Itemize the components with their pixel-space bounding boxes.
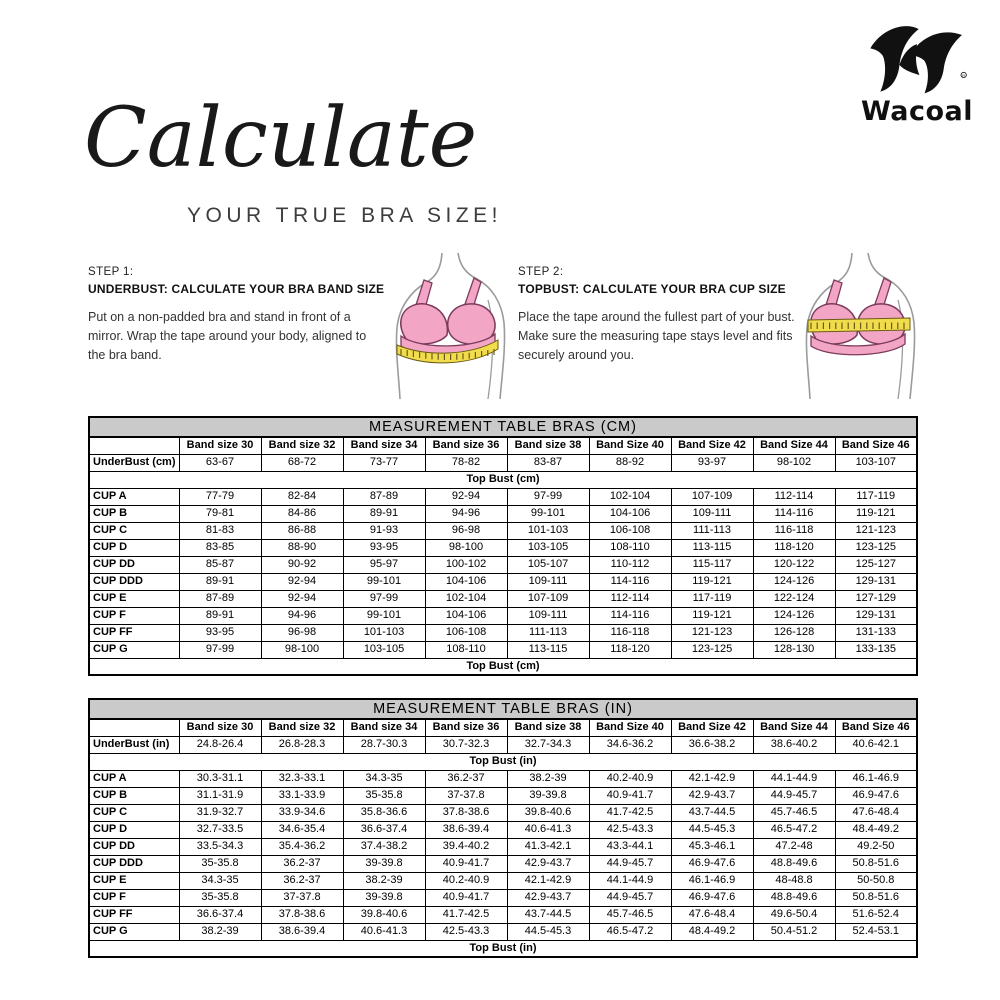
cup-value-cell: 40.9-41.7 [589,787,671,804]
band-size-header-cell: Band size 38 [507,437,589,454]
cup-value-cell: 103-105 [343,641,425,658]
cup-value-cell: 46.1-46.9 [671,872,753,889]
cup-value-cell: 86-88 [261,522,343,539]
cup-row [89,573,917,590]
cup-value-cell: 92-94 [261,590,343,607]
cup-value-cell: 131-133 [835,624,917,641]
band-size-header-cell: Band Size 40 [589,437,671,454]
cup-value-cell: 121-123 [671,624,753,641]
cup-value-cell: 107-109 [671,488,753,505]
band-size-header-cell: Band Size 44 [753,437,835,454]
cup-value-cell: 129-131 [835,607,917,624]
cup-value-cell: 37.8-38.6 [261,906,343,923]
cup-value-cell: 37.8-38.6 [425,804,507,821]
band-size-header-cell: Band Size 40 [589,719,671,736]
cup-value-cell: 114-116 [589,607,671,624]
cup-value-cell: 79-81 [179,505,261,522]
topbust-band-label: Top Bust (in) [89,753,917,770]
cup-value-cell: 32.7-33.5 [179,821,261,838]
cup-value-cell: 116-118 [753,522,835,539]
cup-value-cell: 99-101 [507,505,589,522]
cup-value-cell: 40.2-40.9 [589,770,671,787]
cup-value-cell: 43.7-44.5 [507,906,589,923]
band-size-header-row [89,719,917,736]
cup-value-cell: 38.6-39.4 [425,821,507,838]
cup-value-cell: 117-119 [671,590,753,607]
cup-value-cell: 98-100 [425,539,507,556]
band-size-header-cell: Band Size 44 [753,719,835,736]
cup-row [89,838,917,855]
cup-value-cell: 82-84 [261,488,343,505]
topbust-band-label: Top Bust (cm) [89,471,917,488]
cup-value-cell: 111-113 [671,522,753,539]
cup-value-cell: 114-116 [589,573,671,590]
cup-value-cell: 46.5-47.2 [753,821,835,838]
cup-row [89,770,917,787]
cup-value-cell: 106-108 [589,522,671,539]
cup-value-cell: 49.2-50 [835,838,917,855]
cup-value-cell: 122-124 [753,590,835,607]
cup-value-cell: 33.9-34.6 [261,804,343,821]
cup-value-cell: 50.8-51.6 [835,855,917,872]
cup-value-cell: 115-117 [671,556,753,573]
bra-topbust-measure-illustration [798,250,924,405]
bra-underbust-measure-illustration [388,250,514,405]
wacoal-logo [856,20,978,127]
cup-value-cell: 36.6-37.4 [343,821,425,838]
underbust-row [89,736,917,753]
cup-label-cell: CUP D [89,539,179,556]
underbust-value-cell: 40.6-42.1 [835,736,917,753]
cup-value-cell: 44.1-44.9 [589,872,671,889]
cup-value-cell: 52.4-53.1 [835,923,917,940]
step-1-block [88,266,393,364]
underbust-value-cell: 30.7-32.3 [425,736,507,753]
cup-value-cell: 101-103 [343,624,425,641]
cup-value-cell: 112-114 [589,590,671,607]
cup-value-cell: 129-131 [835,573,917,590]
cup-value-cell: 121-123 [835,522,917,539]
topbust-footer-label: Top Bust (in) [89,940,917,957]
cup-value-cell: 90-92 [261,556,343,573]
cup-label-cell: CUP B [89,505,179,522]
cup-value-cell: 109-111 [507,573,589,590]
cup-value-cell: 46.9-47.6 [671,889,753,906]
cup-value-cell: 103-105 [507,539,589,556]
cup-value-cell: 46.1-46.9 [835,770,917,787]
cup-value-cell: 85-87 [179,556,261,573]
cup-value-cell: 41.7-42.5 [425,906,507,923]
underbust-label-cell: UnderBust (in) [89,736,179,753]
step-2-label: STEP 2: [518,266,564,278]
cup-value-cell: 108-110 [425,641,507,658]
cup-row [89,821,917,838]
step-1-body: Put on a non-padded bra and stand in front of a mirror. Wrap the tape around your body, aligned to the bra band. [88,310,367,362]
cup-value-cell: 40.6-41.3 [343,923,425,940]
cup-value-cell: 119-121 [671,607,753,624]
cup-value-cell: 44.9-45.7 [589,889,671,906]
cup-label-cell: CUP DDD [89,855,179,872]
cup-value-cell: 36.2-37 [261,855,343,872]
cup-value-cell: 128-130 [753,641,835,658]
cup-value-cell: 118-120 [753,539,835,556]
cup-value-cell: 123-125 [671,641,753,658]
cup-value-cell: 112-114 [753,488,835,505]
cup-value-cell: 40.2-40.9 [425,872,507,889]
cup-value-cell: 87-89 [179,590,261,607]
cup-value-cell: 39.8-40.6 [343,906,425,923]
cup-value-cell: 94-96 [425,505,507,522]
step-1-title: UNDERBUST: CALCULATE YOUR BRA BAND SIZE [88,282,385,296]
cup-value-cell: 35-35.8 [179,889,261,906]
cup-value-cell: 99-101 [343,607,425,624]
cup-label-cell: CUP C [89,804,179,821]
cup-value-cell: 108-110 [589,539,671,556]
cup-value-cell: 48-48.8 [753,872,835,889]
cup-value-cell: 87-89 [343,488,425,505]
cup-value-cell: 99-101 [343,573,425,590]
cup-row [89,872,917,889]
svg-text:R: R [962,74,966,79]
cup-value-cell: 44.5-45.3 [671,821,753,838]
cup-value-cell: 123-125 [835,539,917,556]
cup-value-cell: 100-102 [425,556,507,573]
cup-value-cell: 97-99 [343,590,425,607]
underbust-value-cell: 24.8-26.4 [179,736,261,753]
underbust-row [89,454,917,471]
band-size-header-cell: Band size 36 [425,719,507,736]
cup-value-cell: 48.4-49.2 [835,821,917,838]
band-size-header-cell: Band size 30 [179,437,261,454]
cup-label-cell: CUP DDD [89,573,179,590]
cup-value-cell: 31.1-31.9 [179,787,261,804]
cup-value-cell: 98-100 [261,641,343,658]
cup-value-cell: 44.5-45.3 [507,923,589,940]
cup-value-cell: 124-126 [753,573,835,590]
cup-row [89,556,917,573]
cup-label-cell: CUP F [89,607,179,624]
underbust-value-cell: 73-77 [343,454,425,471]
cup-value-cell: 104-106 [425,607,507,624]
cup-value-cell: 36.6-37.4 [179,906,261,923]
topbust-footer-label: Top Bust (cm) [89,658,917,675]
cup-value-cell: 38.2-39 [343,872,425,889]
cup-value-cell: 109-111 [671,505,753,522]
cup-value-cell: 43.3-44.1 [589,838,671,855]
cup-value-cell: 39-39.8 [507,787,589,804]
cup-value-cell: 125-127 [835,556,917,573]
cup-value-cell: 36.2-37 [261,872,343,889]
cup-label-cell: CUP D [89,821,179,838]
band-size-header-cell: Band size 34 [343,719,425,736]
cup-value-cell: 42.9-43.7 [507,855,589,872]
cup-value-cell: 110-112 [589,556,671,573]
cup-value-cell: 41.7-42.5 [589,804,671,821]
cup-row [89,906,917,923]
cup-value-cell: 37-37.8 [261,889,343,906]
cup-row [89,641,917,658]
cup-value-cell: 39.8-40.6 [507,804,589,821]
band-size-header-cell: Band size 34 [343,437,425,454]
cup-value-cell: 35.4-36.2 [261,838,343,855]
cup-value-cell: 35.8-36.6 [343,804,425,821]
cup-row [89,505,917,522]
cup-value-cell: 119-121 [671,573,753,590]
underbust-value-cell: 83-87 [507,454,589,471]
underbust-value-cell: 34.6-36.2 [589,736,671,753]
cup-label-cell: CUP F [89,889,179,906]
cup-value-cell: 33.5-34.3 [179,838,261,855]
band-size-header-cell: Band size 38 [507,719,589,736]
cup-value-cell: 102-104 [589,488,671,505]
cup-value-cell: 38.6-39.4 [261,923,343,940]
cup-value-cell: 117-119 [835,488,917,505]
cup-label-cell: CUP G [89,641,179,658]
cup-value-cell: 40.9-41.7 [425,855,507,872]
cup-value-cell: 33.1-33.9 [261,787,343,804]
cup-value-cell: 48.8-49.6 [753,889,835,906]
cup-value-cell: 92-94 [261,573,343,590]
cup-value-cell: 89-91 [343,505,425,522]
band-size-header-cell: Band size 32 [261,719,343,736]
cup-value-cell: 96-98 [425,522,507,539]
cup-value-cell: 43.7-44.5 [671,804,753,821]
cup-value-cell: 35-35.8 [179,855,261,872]
cup-label-cell: CUP E [89,872,179,889]
cup-value-cell: 31.9-32.7 [179,804,261,821]
cup-value-cell: 118-120 [589,641,671,658]
cup-value-cell: 46.9-47.6 [671,855,753,872]
cup-value-cell: 47.6-48.4 [671,906,753,923]
cup-value-cell: 40.9-41.7 [425,889,507,906]
cup-row [89,607,917,624]
cup-label-cell: CUP E [89,590,179,607]
cup-value-cell: 89-91 [179,573,261,590]
cup-value-cell: 133-135 [835,641,917,658]
page-title-script: Calculate [84,91,478,186]
measurement-table-in [88,698,918,958]
cup-value-cell: 34.3-35 [179,872,261,889]
band-size-header-cell: Band Size 42 [671,719,753,736]
cup-row [89,787,917,804]
cup-value-cell: 49.6-50.4 [753,906,835,923]
cup-value-cell: 104-106 [589,505,671,522]
step-2-block [518,266,823,364]
table-title: MEASUREMENT TABLE BRAS (CM) [89,417,917,437]
cup-value-cell: 97-99 [507,488,589,505]
band-size-header-row [89,437,917,454]
cup-value-cell: 42.5-43.3 [589,821,671,838]
measurement-table-cm [88,416,918,676]
brand-wordmark: Wacoal [860,96,974,127]
underbust-value-cell: 93-97 [671,454,753,471]
cup-value-cell: 93-95 [179,624,261,641]
cup-value-cell: 39-39.8 [343,855,425,872]
underbust-value-cell: 63-67 [179,454,261,471]
cup-value-cell: 104-106 [425,573,507,590]
topbust-footer-row [89,940,917,957]
cup-value-cell: 124-126 [753,607,835,624]
table-title-row [89,699,917,719]
cup-label-cell: CUP A [89,770,179,787]
cup-value-cell: 36.2-37 [425,770,507,787]
cup-row [89,539,917,556]
cup-value-cell: 44.9-45.7 [589,855,671,872]
step-2-title: TOPBUST: CALCULATE YOUR BRA CUP SIZE [518,282,786,296]
table-title: MEASUREMENT TABLE BRAS (IN) [89,699,917,719]
cup-label-cell: CUP G [89,923,179,940]
band-size-header-cell: Band Size 42 [671,437,753,454]
cup-value-cell: 39-39.8 [343,889,425,906]
cup-value-cell: 41.3-42.1 [507,838,589,855]
cup-value-cell: 39.4-40.2 [425,838,507,855]
cup-value-cell: 44.1-44.9 [753,770,835,787]
wacoal-wings-icon [865,20,969,100]
cup-value-cell: 34.6-35.4 [261,821,343,838]
band-size-header-cell: Band Size 46 [835,437,917,454]
cup-label-cell: CUP FF [89,906,179,923]
cup-value-cell: 44.9-45.7 [753,787,835,804]
corner-cell [89,719,179,736]
cup-value-cell: 107-109 [507,590,589,607]
cup-value-cell: 91-93 [343,522,425,539]
cup-value-cell: 45.7-46.5 [753,804,835,821]
cup-row [89,522,917,539]
cup-value-cell: 35-35.8 [343,787,425,804]
cup-label-cell: CUP C [89,522,179,539]
cup-value-cell: 48.4-49.2 [671,923,753,940]
cup-value-cell: 96-98 [261,624,343,641]
band-size-header-cell: Band Size 46 [835,719,917,736]
cup-value-cell: 105-107 [507,556,589,573]
corner-cell [89,437,179,454]
step-2-body: Place the tape around the fullest part of your bust. Make sure the measuring tape stays level and fits securely around you. [518,310,795,362]
cup-value-cell: 50-50.8 [835,872,917,889]
underbust-value-cell: 78-82 [425,454,507,471]
cup-value-cell: 38.2-39 [179,923,261,940]
cup-label-cell: CUP FF [89,624,179,641]
cup-row [89,889,917,906]
cup-value-cell: 42.1-42.9 [671,770,753,787]
cup-row [89,488,917,505]
cup-value-cell: 127-129 [835,590,917,607]
cup-value-cell: 120-122 [753,556,835,573]
cup-row [89,855,917,872]
band-size-header-cell: Band size 32 [261,437,343,454]
cup-value-cell: 95-97 [343,556,425,573]
underbust-value-cell: 36.6-38.2 [671,736,753,753]
cup-value-cell: 102-104 [425,590,507,607]
cup-value-cell: 34.3-35 [343,770,425,787]
cup-value-cell: 84-86 [261,505,343,522]
topbust-footer-row [89,658,917,675]
underbust-value-cell: 103-107 [835,454,917,471]
underbust-label-cell: UnderBust (cm) [89,454,179,471]
cup-value-cell: 30.3-31.1 [179,770,261,787]
cup-value-cell: 42.9-43.7 [671,787,753,804]
step-1-label: STEP 1: [88,266,134,278]
cup-value-cell: 45.3-46.1 [671,838,753,855]
underbust-value-cell: 32.7-34.3 [507,736,589,753]
cup-row [89,590,917,607]
underbust-value-cell: 98-102 [753,454,835,471]
cup-value-cell: 46.5-47.2 [589,923,671,940]
cup-label-cell: CUP DD [89,556,179,573]
underbust-value-cell: 26.8-28.3 [261,736,343,753]
topbust-band-row [89,471,917,488]
cup-label-cell: CUP A [89,488,179,505]
cup-value-cell: 89-91 [179,607,261,624]
cup-value-cell: 88-90 [261,539,343,556]
cup-value-cell: 113-115 [507,641,589,658]
cup-value-cell: 50.8-51.6 [835,889,917,906]
cup-value-cell: 40.6-41.3 [507,821,589,838]
cup-value-cell: 37-37.8 [425,787,507,804]
cup-value-cell: 81-83 [179,522,261,539]
underbust-value-cell: 88-92 [589,454,671,471]
cup-row [89,923,917,940]
cup-value-cell: 83-85 [179,539,261,556]
cup-value-cell: 92-94 [425,488,507,505]
cup-label-cell: CUP B [89,787,179,804]
cup-value-cell: 94-96 [261,607,343,624]
band-size-header-cell: Band size 30 [179,719,261,736]
cup-value-cell: 51.6-52.4 [835,906,917,923]
cup-value-cell: 116-118 [589,624,671,641]
cup-value-cell: 114-116 [753,505,835,522]
cup-value-cell: 32.3-33.1 [261,770,343,787]
band-size-header-cell: Band size 36 [425,437,507,454]
cup-value-cell: 45.7-46.5 [589,906,671,923]
cup-value-cell: 111-113 [507,624,589,641]
cup-value-cell: 126-128 [753,624,835,641]
cup-value-cell: 109-111 [507,607,589,624]
cup-value-cell: 93-95 [343,539,425,556]
cup-value-cell: 46.9-47.6 [835,787,917,804]
underbust-value-cell: 38.6-40.2 [753,736,835,753]
cup-value-cell: 37.4-38.2 [343,838,425,855]
cup-value-cell: 119-121 [835,505,917,522]
cup-value-cell: 42.1-42.9 [507,872,589,889]
topbust-band-row [89,753,917,770]
cup-value-cell: 48.8-49.6 [753,855,835,872]
cup-row [89,804,917,821]
cup-value-cell: 50.4-51.2 [753,923,835,940]
cup-value-cell: 106-108 [425,624,507,641]
cup-value-cell: 42.9-43.7 [507,889,589,906]
cup-value-cell: 47.6-48.4 [835,804,917,821]
cup-value-cell: 113-115 [671,539,753,556]
cup-row [89,624,917,641]
cup-value-cell: 42.5-43.3 [425,923,507,940]
underbust-value-cell: 28.7-30.3 [343,736,425,753]
table-title-row [89,417,917,437]
cup-value-cell: 97-99 [179,641,261,658]
page-subtitle: YOUR TRUE BRA SIZE! [187,204,502,227]
cup-value-cell: 77-79 [179,488,261,505]
cup-value-cell: 47.2-48 [753,838,835,855]
cup-value-cell: 101-103 [507,522,589,539]
cup-label-cell: CUP DD [89,838,179,855]
underbust-value-cell: 68-72 [261,454,343,471]
cup-value-cell: 38.2-39 [507,770,589,787]
